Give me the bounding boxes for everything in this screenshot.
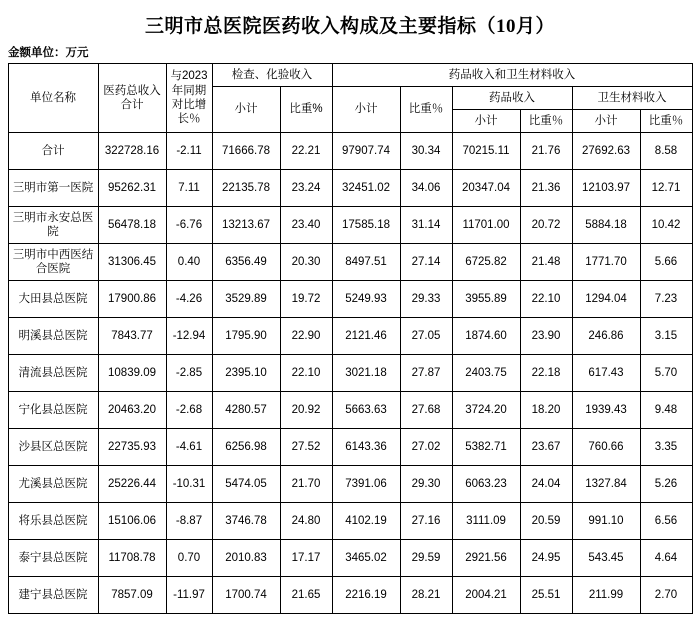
table-body bbox=[8, 133, 692, 614]
cell-dm-subtotal: 5249.93 bbox=[332, 281, 400, 318]
cell-exam-subtotal: 22135.78 bbox=[212, 170, 280, 207]
cell-total-income: 22735.93 bbox=[98, 429, 166, 466]
cell-exam-subtotal: 1700.74 bbox=[212, 577, 280, 614]
cell-drug-ratio: 22.10 bbox=[520, 281, 572, 318]
cell-drug-subtotal: 1874.60 bbox=[452, 318, 520, 355]
cell-dm-ratio: 31.14 bbox=[400, 207, 452, 244]
header-exam-subtotal: 小计 bbox=[212, 87, 280, 133]
cell-material-subtotal: 1327.84 bbox=[572, 466, 640, 503]
cell-total-income: 11708.78 bbox=[98, 540, 166, 577]
cell-dm-subtotal: 97907.74 bbox=[332, 133, 400, 170]
cell-dm-subtotal: 32451.02 bbox=[332, 170, 400, 207]
cell-exam-subtotal: 1795.90 bbox=[212, 318, 280, 355]
header-dm-ratio: 比重％ bbox=[400, 87, 452, 133]
cell-exam-ratio: 22.90 bbox=[280, 318, 332, 355]
cell-exam-subtotal: 5474.05 bbox=[212, 466, 280, 503]
cell-total-income: 10839.09 bbox=[98, 355, 166, 392]
cell-dm-subtotal: 5663.63 bbox=[332, 392, 400, 429]
cell-drug-ratio: 21.36 bbox=[520, 170, 572, 207]
cell-exam-ratio: 19.72 bbox=[280, 281, 332, 318]
cell-drug-ratio: 21.48 bbox=[520, 244, 572, 281]
cell-dm-subtotal: 2216.19 bbox=[332, 577, 400, 614]
header-total-income: 医药总收入合计 bbox=[98, 64, 166, 133]
table-row bbox=[8, 429, 692, 466]
cell-drug-subtotal: 11701.00 bbox=[452, 207, 520, 244]
header-row-1 bbox=[8, 64, 692, 87]
cell-dm-ratio: 29.30 bbox=[400, 466, 452, 503]
cell-exam-ratio: 24.80 bbox=[280, 503, 332, 540]
cell-material-subtotal: 1294.04 bbox=[572, 281, 640, 318]
cell-total-income: 7843.77 bbox=[98, 318, 166, 355]
cell-exam-ratio: 20.92 bbox=[280, 392, 332, 429]
cell-material-subtotal: 617.43 bbox=[572, 355, 640, 392]
cell-drug-ratio: 20.59 bbox=[520, 503, 572, 540]
cell-material-ratio: 4.64 bbox=[640, 540, 692, 577]
cell-exam-subtotal: 3529.89 bbox=[212, 281, 280, 318]
cell-unit-name: 沙县区总医院 bbox=[8, 429, 98, 466]
cell-total-income: 25226.44 bbox=[98, 466, 166, 503]
header-material-subtotal: 小计 bbox=[572, 110, 640, 133]
cell-growth: -4.26 bbox=[166, 281, 212, 318]
table-row bbox=[8, 281, 692, 318]
header-drug-ratio: 比重％ bbox=[520, 110, 572, 133]
cell-growth: 0.40 bbox=[166, 244, 212, 281]
cell-drug-subtotal: 2004.21 bbox=[452, 577, 520, 614]
cell-material-subtotal: 211.99 bbox=[572, 577, 640, 614]
cell-dm-ratio: 27.14 bbox=[400, 244, 452, 281]
cell-dm-ratio: 27.87 bbox=[400, 355, 452, 392]
table-row bbox=[8, 355, 692, 392]
cell-material-subtotal: 5884.18 bbox=[572, 207, 640, 244]
cell-material-ratio: 5.26 bbox=[640, 466, 692, 503]
cell-dm-subtotal: 6143.36 bbox=[332, 429, 400, 466]
cell-drug-subtotal: 6063.23 bbox=[452, 466, 520, 503]
cell-drug-ratio: 23.67 bbox=[520, 429, 572, 466]
cell-dm-subtotal: 17585.18 bbox=[332, 207, 400, 244]
cell-drug-subtotal: 5382.71 bbox=[452, 429, 520, 466]
cell-material-subtotal: 760.66 bbox=[572, 429, 640, 466]
table-row bbox=[8, 244, 692, 281]
table-header bbox=[8, 64, 692, 133]
cell-material-subtotal: 1939.43 bbox=[572, 392, 640, 429]
cell-total-income: 15106.06 bbox=[98, 503, 166, 540]
cell-drug-subtotal: 3724.20 bbox=[452, 392, 520, 429]
cell-exam-ratio: 22.21 bbox=[280, 133, 332, 170]
cell-exam-ratio: 23.40 bbox=[280, 207, 332, 244]
cell-dm-subtotal: 8497.51 bbox=[332, 244, 400, 281]
cell-growth: 0.70 bbox=[166, 540, 212, 577]
cell-exam-ratio: 21.65 bbox=[280, 577, 332, 614]
income-table bbox=[8, 63, 693, 614]
cell-unit-name: 三明市中西医结合医院 bbox=[8, 244, 98, 281]
cell-drug-subtotal: 70215.11 bbox=[452, 133, 520, 170]
cell-drug-subtotal: 20347.04 bbox=[452, 170, 520, 207]
cell-material-ratio: 7.23 bbox=[640, 281, 692, 318]
cell-dm-ratio: 29.33 bbox=[400, 281, 452, 318]
cell-growth: -6.76 bbox=[166, 207, 212, 244]
cell-total-income: 95262.31 bbox=[98, 170, 166, 207]
cell-exam-ratio: 20.30 bbox=[280, 244, 332, 281]
cell-unit-name: 将乐县总医院 bbox=[8, 503, 98, 540]
cell-material-ratio: 5.66 bbox=[640, 244, 692, 281]
cell-dm-ratio: 27.16 bbox=[400, 503, 452, 540]
table-row bbox=[8, 318, 692, 355]
cell-dm-subtotal: 2121.46 bbox=[332, 318, 400, 355]
cell-growth: -2.11 bbox=[166, 133, 212, 170]
cell-drug-subtotal: 2403.75 bbox=[452, 355, 520, 392]
cell-dm-ratio: 34.06 bbox=[400, 170, 452, 207]
cell-unit-name: 建宁县总医院 bbox=[8, 577, 98, 614]
cell-dm-ratio: 30.34 bbox=[400, 133, 452, 170]
header-material-group: 卫生材料收入 bbox=[572, 87, 692, 110]
cell-drug-subtotal: 3955.89 bbox=[452, 281, 520, 318]
cell-material-subtotal: 543.45 bbox=[572, 540, 640, 577]
cell-material-subtotal: 991.10 bbox=[572, 503, 640, 540]
cell-material-ratio: 8.58 bbox=[640, 133, 692, 170]
cell-dm-ratio: 27.02 bbox=[400, 429, 452, 466]
cell-unit-name: 合计 bbox=[8, 133, 98, 170]
table-row bbox=[8, 392, 692, 429]
cell-material-ratio: 5.70 bbox=[640, 355, 692, 392]
cell-growth: 7.11 bbox=[166, 170, 212, 207]
cell-exam-subtotal: 2010.83 bbox=[212, 540, 280, 577]
cell-drug-subtotal: 6725.82 bbox=[452, 244, 520, 281]
cell-exam-ratio: 22.10 bbox=[280, 355, 332, 392]
cell-total-income: 322728.16 bbox=[98, 133, 166, 170]
cell-total-income: 20463.20 bbox=[98, 392, 166, 429]
header-exam-ratio: 比重% bbox=[280, 87, 332, 133]
cell-dm-subtotal: 3021.18 bbox=[332, 355, 400, 392]
cell-growth: -8.87 bbox=[166, 503, 212, 540]
cell-exam-ratio: 17.17 bbox=[280, 540, 332, 577]
cell-dm-subtotal: 3465.02 bbox=[332, 540, 400, 577]
header-drug-group: 药品收入 bbox=[452, 87, 572, 110]
cell-unit-name: 清流县总医院 bbox=[8, 355, 98, 392]
cell-exam-ratio: 27.52 bbox=[280, 429, 332, 466]
cell-material-ratio: 12.71 bbox=[640, 170, 692, 207]
cell-total-income: 7857.09 bbox=[98, 577, 166, 614]
cell-material-subtotal: 27692.63 bbox=[572, 133, 640, 170]
cell-drug-ratio: 18.20 bbox=[520, 392, 572, 429]
cell-exam-subtotal: 6356.49 bbox=[212, 244, 280, 281]
cell-growth: -4.61 bbox=[166, 429, 212, 466]
table-row bbox=[8, 133, 692, 170]
unit-note: 金额单位：万元 bbox=[8, 47, 89, 59]
cell-material-subtotal: 1771.70 bbox=[572, 244, 640, 281]
cell-dm-ratio: 29.59 bbox=[400, 540, 452, 577]
cell-exam-subtotal: 4280.57 bbox=[212, 392, 280, 429]
cell-drug-ratio: 22.18 bbox=[520, 355, 572, 392]
cell-growth: -2.68 bbox=[166, 392, 212, 429]
cell-material-ratio: 2.70 bbox=[640, 577, 692, 614]
cell-material-ratio: 10.42 bbox=[640, 207, 692, 244]
cell-unit-name: 三明市永安总医院 bbox=[8, 207, 98, 244]
table-row bbox=[8, 540, 692, 577]
table-row bbox=[8, 170, 692, 207]
cell-drug-subtotal: 3111.09 bbox=[452, 503, 520, 540]
cell-unit-name: 泰宁县总医院 bbox=[8, 540, 98, 577]
cell-unit-name: 大田县总医院 bbox=[8, 281, 98, 318]
cell-dm-ratio: 27.68 bbox=[400, 392, 452, 429]
header-unit-name: 单位名称 bbox=[8, 64, 98, 133]
cell-growth: -11.97 bbox=[166, 577, 212, 614]
cell-drug-ratio: 23.90 bbox=[520, 318, 572, 355]
cell-unit-name: 三明市第一医院 bbox=[8, 170, 98, 207]
table-row bbox=[8, 577, 692, 614]
header-material-ratio: 比重％ bbox=[640, 110, 692, 133]
cell-material-subtotal: 246.86 bbox=[572, 318, 640, 355]
cell-exam-subtotal: 2395.10 bbox=[212, 355, 280, 392]
header-growth: 与2023年同期对比增长％ bbox=[166, 64, 212, 133]
cell-material-ratio: 3.35 bbox=[640, 429, 692, 466]
cell-unit-name: 宁化县总医院 bbox=[8, 392, 98, 429]
cell-drug-ratio: 20.72 bbox=[520, 207, 572, 244]
header-exam-group: 检查、化验收入 bbox=[212, 64, 332, 87]
table-row bbox=[8, 466, 692, 503]
cell-exam-subtotal: 3746.78 bbox=[212, 503, 280, 540]
cell-exam-subtotal: 6256.98 bbox=[212, 429, 280, 466]
cell-total-income: 31306.45 bbox=[98, 244, 166, 281]
header-drug-subtotal: 小计 bbox=[452, 110, 520, 133]
table-row bbox=[8, 207, 692, 244]
cell-dm-subtotal: 7391.06 bbox=[332, 466, 400, 503]
cell-material-subtotal: 12103.97 bbox=[572, 170, 640, 207]
cell-dm-subtotal: 4102.19 bbox=[332, 503, 400, 540]
cell-exam-subtotal: 13213.67 bbox=[212, 207, 280, 244]
cell-exam-ratio: 23.24 bbox=[280, 170, 332, 207]
header-dm-subtotal: 小计 bbox=[332, 87, 400, 133]
cell-unit-name: 明溪县总医院 bbox=[8, 318, 98, 355]
cell-growth: -12.94 bbox=[166, 318, 212, 355]
table-row bbox=[8, 503, 692, 540]
cell-drug-ratio: 25.51 bbox=[520, 577, 572, 614]
cell-dm-ratio: 28.21 bbox=[400, 577, 452, 614]
cell-growth: -2.85 bbox=[166, 355, 212, 392]
cell-unit-name: 尤溪县总医院 bbox=[8, 466, 98, 503]
cell-total-income: 56478.18 bbox=[98, 207, 166, 244]
cell-total-income: 17900.86 bbox=[98, 281, 166, 318]
cell-drug-subtotal: 2921.56 bbox=[452, 540, 520, 577]
page-title: 三明市总医院医药收入构成及主要指标（10月） bbox=[144, 16, 555, 37]
cell-material-ratio: 3.15 bbox=[640, 318, 692, 355]
cell-material-ratio: 6.56 bbox=[640, 503, 692, 540]
cell-growth: -10.31 bbox=[166, 466, 212, 503]
cell-exam-subtotal: 71666.78 bbox=[212, 133, 280, 170]
cell-drug-ratio: 24.95 bbox=[520, 540, 572, 577]
cell-material-ratio: 9.48 bbox=[640, 392, 692, 429]
cell-drug-ratio: 21.76 bbox=[520, 133, 572, 170]
cell-exam-ratio: 21.70 bbox=[280, 466, 332, 503]
cell-drug-ratio: 24.04 bbox=[520, 466, 572, 503]
cell-dm-ratio: 27.05 bbox=[400, 318, 452, 355]
header-drug-material-group: 药品收入和卫生材料收入 bbox=[332, 64, 692, 87]
